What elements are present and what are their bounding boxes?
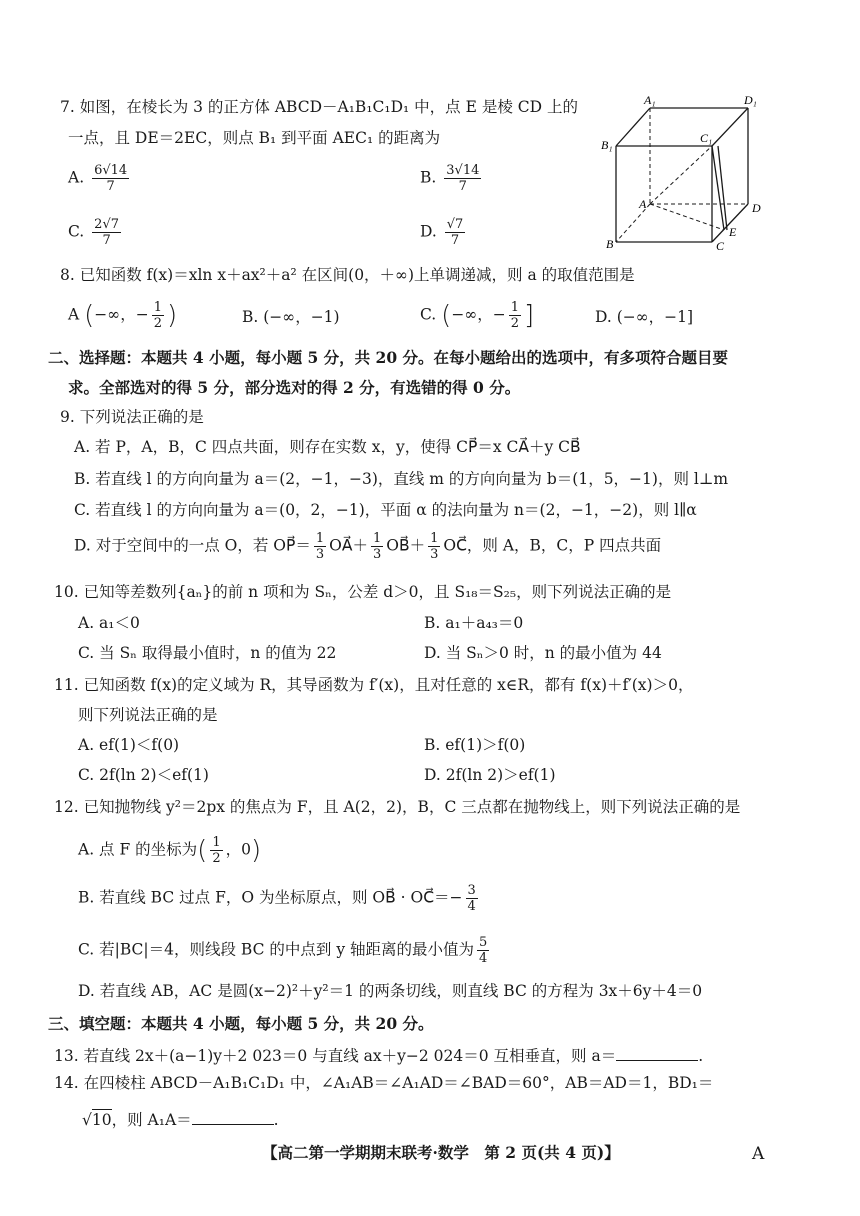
q8-option-d: D. (−∞，−1] (595, 308, 694, 326)
option-label: A (68, 305, 80, 324)
q9-d-t1: OA⃗＋ (329, 536, 368, 555)
option-label: C. (420, 305, 437, 324)
frac-den: 7 (106, 179, 115, 194)
q11-option-b: B. ef(1)＞f(0) (424, 736, 526, 754)
q9-option-b: B. 若直线 l 的方向向量为 a＝(2，−1，−3)，直线 m 的方向向量为 b＝(1，5，−1)，则 l⊥m (74, 470, 729, 488)
q12-option-b (78, 884, 481, 913)
q8-option-c: C. (−∞，− $\frac{1}{2}$ ] (420, 300, 535, 331)
version-mark: A (752, 1144, 765, 1164)
q12-c-pre: C. 若|BC|＝4，则线段 BC 的中点到 y 轴距离的最小值为 (78, 940, 475, 959)
q12-a-post: ，0 (225, 840, 251, 859)
frac-num: 1 (212, 835, 221, 850)
frac-num: 6√14 (94, 163, 128, 178)
q11-stem-line1: 11. 已知函数 f(x)的定义域为 R，其导函数为 f′(x)，且对任意的 x∈R，都有 f(x)＋f′(x)＞0， (54, 676, 694, 694)
q11-option-a: A. ef(1)＜f(0) (78, 736, 180, 754)
q12-option-a: A. 点 F 的坐标为( $\frac{1}{2}$ ，0) (78, 835, 262, 866)
q12-option-d: D. 若直线 AB，AC 是圆(x−2)²＋y²＝1 的两条切线，则直线 BC 的方程为 3x＋6y＋4＝0 (78, 982, 703, 1000)
q7-option-b (420, 164, 484, 193)
label-c: C (716, 239, 725, 253)
q9-option-c: C. 若直线 l 的方向向量为 a＝(0，2，−1)，平面 α 的法向量为 n＝(2，−1，−2)，则 l∥α (74, 501, 697, 519)
frac-den: 2 (510, 316, 519, 331)
q9-option-d (74, 532, 661, 561)
q11-option-d: D. 2f(ln 2)＞ef(1) (424, 766, 556, 784)
cube-figure (598, 94, 768, 254)
frac-den: 2 (212, 851, 221, 866)
frac-den: 4 (479, 951, 488, 966)
q13-end: . (698, 1047, 704, 1065)
sqrt-sign: √ (82, 1111, 92, 1129)
q8-a-pre: −∞，− (94, 305, 149, 324)
q12-stem: 12. 已知抛物线 y²＝2px 的焦点为 F，且 A(2，2)，B，C 三点都在抛物线上，则下列说法正确的是 (54, 798, 741, 816)
frac-den: 7 (450, 233, 460, 248)
q9-d-pre: D. 对于空间中的一点 O，若 OP⃗＝ (74, 536, 311, 555)
label-a: A (639, 197, 647, 211)
q13-stem (54, 1046, 703, 1065)
q9-option-a: A. 若 P，A，B，C 四点共面，则存在实数 x，y，使得 CP⃗＝x CA⃗＋y CB⃗ (74, 438, 581, 456)
q8-stem: 8. 已知函数 f(x)＝xln x＋ax²＋a² 在区间(0，＋∞)上单调递减，则 a 的取值范围是 (60, 266, 635, 284)
label-a1: A₁ (644, 94, 656, 107)
q9-stem: 9. 下列说法正确的是 (60, 408, 204, 426)
option-label: C. (68, 222, 85, 241)
frac-den: 4 (467, 899, 476, 914)
q11-stem-line2: 则下列说法正确的是 (78, 706, 218, 724)
q10-stem: 10. 已知等差数列{aₙ}的前 n 项和为 Sₙ，公差 d＞0，且 S₁₈＝S₂₅，则下列说法正确的是 (54, 583, 672, 601)
section2-heading-line2: 求。全部选对的得 5 分，部分选对的得 2 分，有选错的得 0 分。 (68, 378, 521, 397)
frac-num: 1 (372, 531, 382, 546)
frac-num: 1 (510, 300, 519, 315)
frac-num: 2√7 (94, 217, 119, 232)
frac-num: 1 (153, 300, 162, 315)
option-label: A. (68, 168, 85, 187)
q12-b-pre: B. 若直线 BC 过点 F，O 为坐标原点，则 OB⃗ · OC⃗＝− (78, 888, 463, 907)
frac-den: 2 (153, 316, 162, 331)
q14-end: . (273, 1111, 279, 1129)
q8-option-b: B. (−∞，−1) (242, 308, 340, 326)
option-label: D. (420, 222, 437, 241)
page-footer: 【高二第一学期期末联考·数学 第 2 页(共 4 页)】 (262, 1143, 620, 1162)
frac-num: 1 (430, 531, 439, 546)
q7-option-d (420, 218, 468, 247)
q9-d-t2: OB⃗＋ (386, 536, 426, 555)
section2-heading-line1: 二、选择题：本题共 4 小题，每小题 5 分，共 20 分。在每小题给出的选项中，有多项符合题目要 (48, 348, 729, 367)
q7-option-a (68, 164, 132, 193)
q7-stem-line1: 7. 如图，在棱长为 3 的正方体 ABCD－A₁B₁C₁D₁ 中，点 E 是棱 CD 上的 (60, 98, 578, 116)
label-e: E (729, 225, 737, 239)
frac-num: √7 (446, 217, 464, 232)
frac-den: 3 (315, 547, 325, 562)
q14-stem-line2 (82, 1110, 279, 1129)
frac-num: 3 (467, 883, 476, 898)
frac-den: 7 (458, 179, 467, 194)
q10-option-d: D. 当 Sₙ＞0 时，n 的最小值为 44 (424, 644, 662, 662)
frac-den: 7 (102, 233, 111, 248)
q10-option-a: A. a₁＜0 (78, 614, 140, 632)
frac-num: 5 (479, 935, 488, 950)
q8-c-pre: −∞，− (451, 305, 506, 324)
section3-heading: 三、填空题：本题共 4 小题，每小题 5 分，共 20 分。 (48, 1014, 434, 1033)
q8-option-a: A (−∞，− $\frac{1}{2}$ ) (68, 300, 178, 331)
frac-den: 3 (372, 547, 382, 562)
q13-answer-blank[interactable] (616, 1046, 698, 1061)
label-d: D (752, 201, 761, 215)
frac-num: 1 (315, 531, 325, 546)
frac-num: 3√14 (446, 163, 480, 178)
label-d1: D₁ (744, 94, 757, 107)
q12-option-c (78, 936, 492, 965)
q9-d-t3: OC⃗，则 A，B，C，P 四点共面 (443, 536, 662, 555)
q7-stem-line2: 一点，且 DE＝2EC，则点 B₁ 到平面 AEC₁ 的距离为 (68, 129, 441, 147)
q14-answer-blank[interactable] (192, 1110, 274, 1125)
q14-stem-line1: 14. 在四棱柱 ABCD－A₁B₁C₁D₁ 中，∠A₁AB＝∠A₁AD＝∠BAD＝60°，AB＝AD＝1，BD₁＝ (54, 1074, 714, 1092)
q10-option-b: B. a₁＋a₄₃＝0 (424, 614, 524, 632)
label-b1: B₁ (601, 138, 613, 152)
q10-option-c: C. 当 Sₙ 取得最小值时，n 的值为 22 (78, 644, 337, 662)
q12-a-pre: A. 点 F 的坐标为 (78, 840, 198, 859)
frac-den: 3 (430, 547, 439, 562)
q7-option-c (68, 218, 124, 247)
label-c1: C₁ (700, 131, 713, 145)
label-b: B (606, 237, 614, 251)
sqrt-radicand: 10 (91, 1111, 112, 1129)
q11-option-c: C. 2f(ln 2)＜ef(1) (78, 766, 209, 784)
q14-mid: ，则 A₁A＝ (111, 1111, 192, 1129)
option-label: B. (420, 168, 437, 187)
q13-text: 13. 若直线 2x＋(a−1)y＋2 023＝0 与直线 ax＋y−2 024＝0 互相垂直，则 a＝ (54, 1047, 617, 1065)
